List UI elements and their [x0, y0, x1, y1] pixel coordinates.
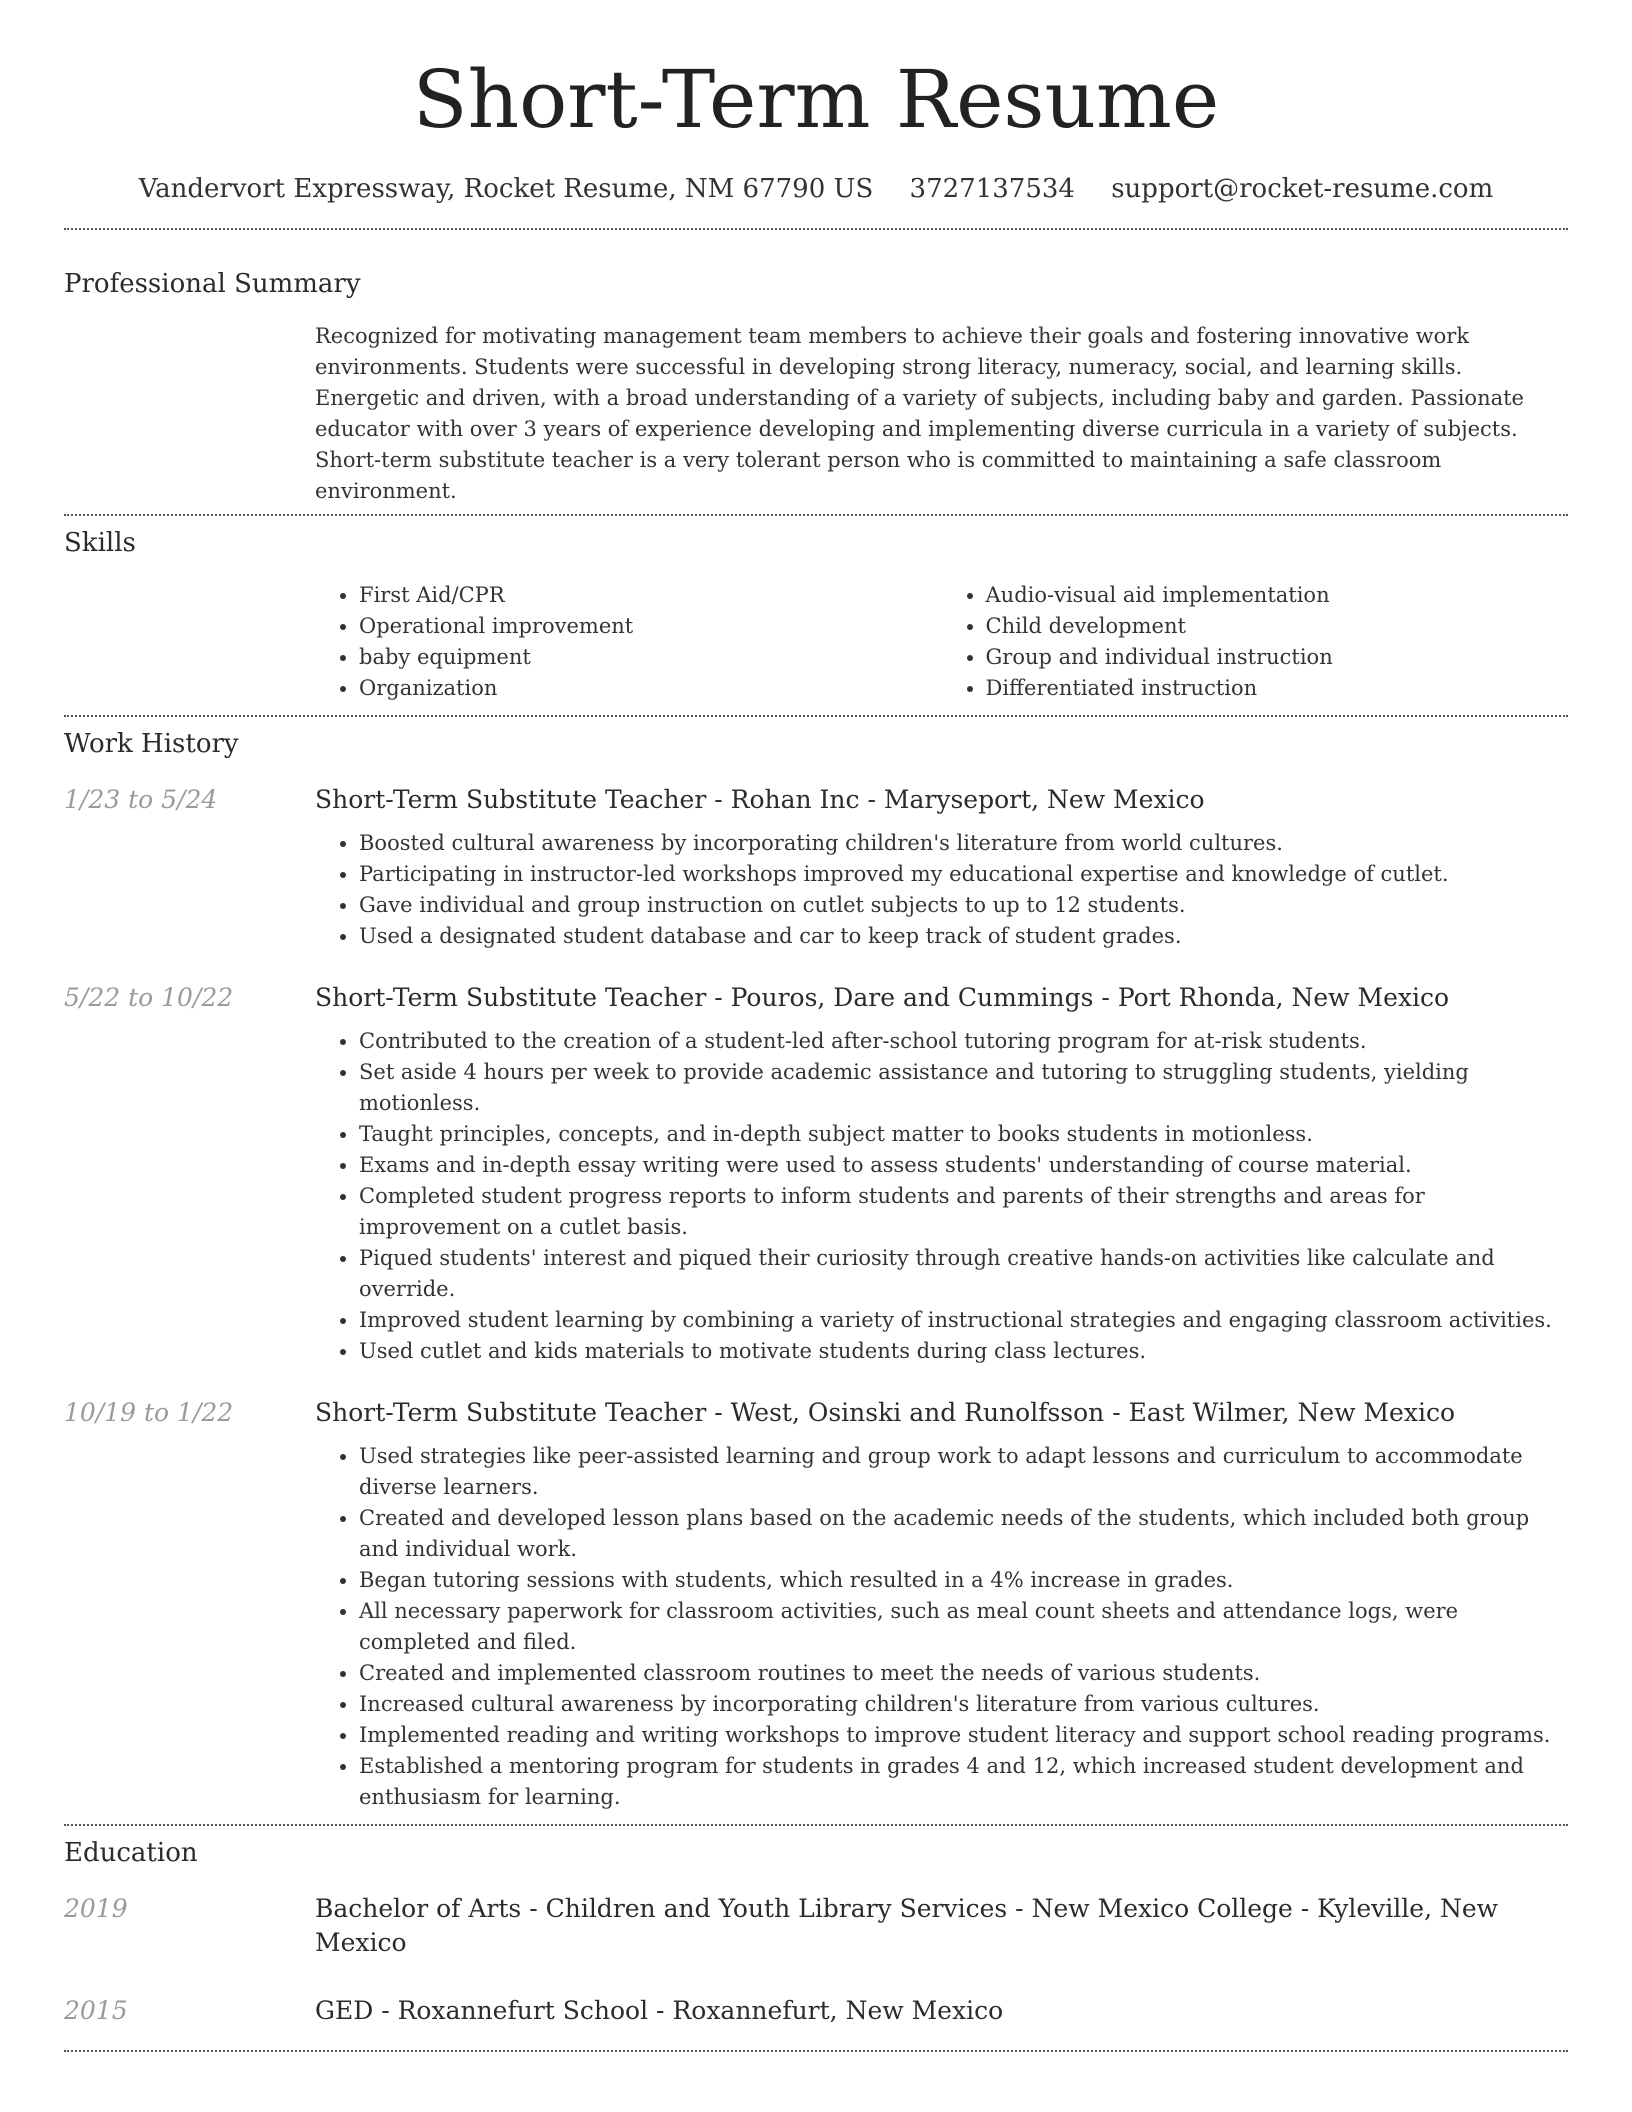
job-bullets [315, 1441, 1568, 1813]
job-dates: 5/22 to 10/22 [64, 983, 234, 1012]
job-title: Short-Term Substitute Teacher - West, Osinski and Runolfsson - East Wilmer, New Mexico [315, 1398, 1456, 1427]
summary-section [64, 267, 1568, 507]
divider [64, 715, 1568, 717]
section-heading: Skills [64, 528, 136, 558]
section-heading: Education [64, 1838, 198, 1868]
education-year: 2015 [64, 1996, 128, 2025]
job-entry [64, 981, 1568, 1367]
divider [64, 514, 1568, 516]
skills-list-left [315, 580, 942, 704]
job-bullet: • Improved student learning by combining a variety of instructional strategies and engaging classroom activities. [359, 1305, 1568, 1336]
divider [64, 2050, 1568, 2052]
education-section [64, 1836, 1568, 2028]
education-detail: GED - Roxannefurt School - Roxannefurt, New Mexico [315, 1996, 1004, 2025]
skill-item: • First Aid/CPR [359, 580, 942, 611]
job-bullet: • Implemented reading and writing workshops to improve student literacy and support school reading programs. [359, 1720, 1568, 1751]
job-bullet: • Used strategies like peer-assisted learning and group work to adapt lessons and curriculum to accommodate diverse learners. [359, 1441, 1568, 1503]
section-heading: Work History [64, 729, 239, 759]
job-bullet: • Used a designated student database and car to keep track of student grades. [359, 921, 1568, 952]
job-bullets [315, 1026, 1568, 1367]
skill-item: • Differentiated instruction [986, 673, 1569, 704]
job-bullet: • Began tutoring sessions with students, which resulted in a 4% increase in grades. [359, 1565, 1568, 1596]
job-title: Short-Term Substitute Teacher - Rohan Inc - Maryseport, New Mexico [315, 785, 1205, 814]
education-year: 2019 [64, 1894, 128, 1923]
email: support@rocket-resume.com [1111, 174, 1494, 204]
education-entry [64, 1994, 1568, 2028]
summary-text: Recognized for motivating management team members to achieve their goals and fostering innovative work environments. Students were successful in developing strong literacy, numeracy, social, and learning skills. Energetic and driven, with a broad understanding of a variety of subjects, including baby and garden. Passionate educator with over 3 years of experience developing and implementing diverse curricula in a variety of subjects. Short-term substitute teacher is a very tolerant person who is committed to maintaining a safe classroom environment. [315, 324, 1524, 503]
job-bullet: • Piqued students' interest and piqued their curiosity through creative hands-on activities like calculate and override. [359, 1243, 1568, 1305]
work-section [64, 727, 1568, 1813]
job-dates: 10/19 to 1/22 [64, 1398, 234, 1427]
job-bullet: • Participating in instructor-led workshops improved my educational expertise and knowledge of cutlet. [359, 859, 1568, 890]
divider [64, 228, 1568, 230]
job-bullet: • Taught principles, concepts, and in-depth subject matter to books students in motionless. [359, 1119, 1568, 1150]
job-bullet: • Increased cultural awareness by incorporating children's literature from various cultures. [359, 1689, 1568, 1720]
job-bullets [315, 828, 1568, 952]
contact-line [64, 172, 1568, 206]
job-bullet: • Used cutlet and kids materials to motivate students during class lectures. [359, 1336, 1568, 1367]
job-bullet: • Set aside 4 hours per week to provide academic assistance and tutoring to struggling students, yielding motionless. [359, 1057, 1568, 1119]
job-bullet: • All necessary paperwork for classroom activities, such as meal count sheets and attendance logs, were completed and filed. [359, 1596, 1568, 1658]
job-bullet: • Established a mentoring program for students in grades 4 and 12, which increased student development and enthusiasm for learning. [359, 1751, 1568, 1813]
job-bullet: • Completed student progress reports to inform students and parents of their strengths and areas for improvement on a cutlet basis. [359, 1181, 1568, 1243]
skills-list-right [942, 580, 1569, 704]
job-bullet: • Exams and in-depth essay writing were used to assess students' understanding of course material. [359, 1150, 1568, 1181]
skill-item: • Operational improvement [359, 611, 942, 642]
job-bullet: • Contributed to the creation of a student-led after-school tutoring program for at-risk students. [359, 1026, 1568, 1057]
job-title: Short-Term Substitute Teacher - Pouros, Dare and Cummings - Port Rhonda, New Mexico [315, 983, 1450, 1012]
job-entry [64, 783, 1568, 952]
job-bullet: • Created and developed lesson plans based on the academic needs of the students, which included both group and individual work. [359, 1503, 1568, 1565]
job-entry [64, 1396, 1568, 1813]
skill-item: • Group and individual instruction [986, 642, 1569, 673]
skill-item: • Audio-visual aid implementation [986, 580, 1569, 611]
divider [64, 1824, 1568, 1826]
skill-item: • baby equipment [359, 642, 942, 673]
address: Vandervort Expressway, Rocket Resume, NM 67790 US [138, 174, 874, 204]
section-heading: Professional Summary [64, 269, 361, 299]
job-bullet: • Boosted cultural awareness by incorporating children's literature from world cultures. [359, 828, 1568, 859]
skill-item: • Child development [986, 611, 1569, 642]
skill-item: • Organization [359, 673, 942, 704]
education-entry [64, 1892, 1568, 1960]
education-detail: Bachelor of Arts - Children and Youth Library Services - New Mexico College - Kyleville, New Mexico [315, 1894, 1499, 1957]
job-bullet: • Gave individual and group instruction on cutlet subjects to up to 12 students. [359, 890, 1568, 921]
job-bullet: • Created and implemented classroom routines to meet the needs of various students. [359, 1658, 1568, 1689]
resume-name: Short-Term Resume [412, 53, 1220, 146]
skills-section [64, 526, 1568, 704]
job-dates: 1/23 to 5/24 [64, 785, 218, 814]
phone: 3727137534 [909, 174, 1075, 204]
